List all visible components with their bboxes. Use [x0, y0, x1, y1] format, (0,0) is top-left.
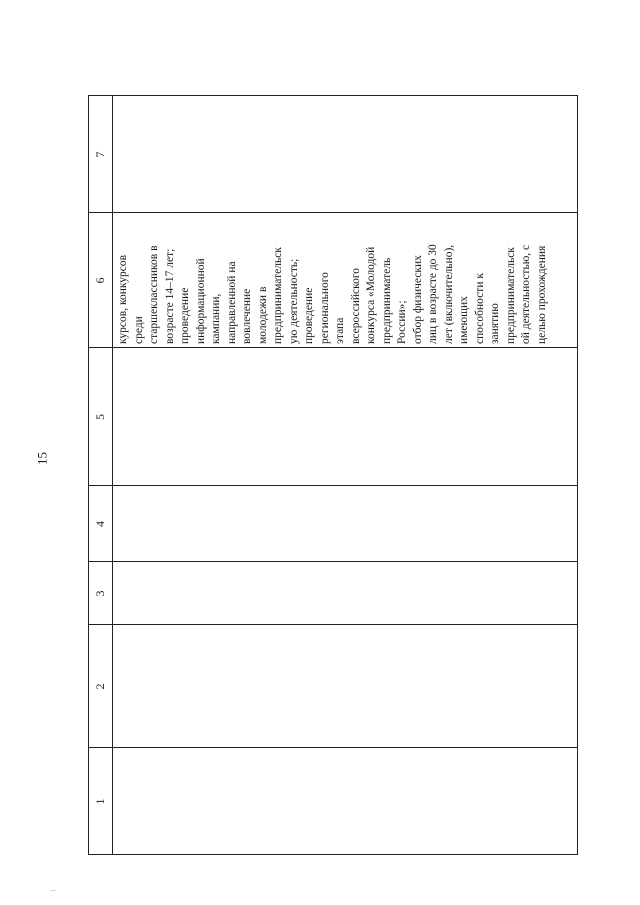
text-line: всероссийского — [349, 267, 362, 344]
column-number-2: 2 — [93, 683, 107, 690]
text-line: целью прохождения — [535, 245, 548, 344]
text-line: возрасте 14–17 лет; — [163, 248, 176, 344]
column-number-1: 1 — [93, 798, 107, 805]
column-border — [88, 561, 578, 562]
text-line: регионального — [318, 272, 331, 344]
column-border — [88, 747, 578, 748]
text-line: предпринимательск — [504, 247, 517, 344]
text-line: информационной — [194, 258, 207, 344]
text-line: ую деятельность; — [287, 258, 300, 344]
text-line: старшеклассников в — [148, 245, 160, 344]
text-line: этапа — [334, 317, 346, 344]
text-line: среди — [132, 316, 145, 344]
header-separator — [112, 95, 113, 855]
text-line: занятию — [489, 303, 501, 344]
text-line: молодежи в — [256, 286, 269, 344]
text-line: лиц в возрасте до 30 — [427, 244, 439, 344]
text-line: отбор физических — [411, 255, 424, 344]
text-line: лет (включительно), — [442, 244, 455, 344]
margin-dots: ... — [50, 884, 56, 893]
column-border — [88, 95, 578, 96]
column-number-3: 3 — [93, 590, 107, 597]
text-line: кампании, — [210, 293, 222, 344]
text-line: проведение — [303, 287, 315, 344]
column-border — [88, 854, 578, 855]
text-line: направленной на — [225, 261, 238, 344]
text-line: проведение — [179, 287, 191, 344]
text-line: конкурса «Молодой — [365, 246, 377, 344]
column-border — [88, 347, 578, 348]
text-line: предприниматель — [380, 257, 393, 344]
table-top-border — [88, 95, 89, 855]
column-number-7: 7 — [93, 151, 107, 158]
table-bottom-border — [577, 95, 578, 855]
text-line: предпринимательск — [272, 247, 284, 344]
text-line: имеющих — [458, 296, 470, 344]
page-number: 15 — [34, 452, 50, 465]
text-line: курсов, конкурсов — [117, 254, 129, 344]
column-number-5: 5 — [93, 414, 107, 420]
column-number-4: 4 — [93, 521, 107, 527]
column-6-text — [116, 101, 572, 344]
rotated-table — [88, 95, 578, 855]
column-border — [88, 624, 578, 625]
text-line: ой деятельностью, с — [520, 244, 532, 344]
column-border — [88, 485, 578, 486]
text-line: способности к — [473, 273, 486, 344]
text-line: вовлечение — [241, 288, 253, 344]
column-number-6: 6 — [93, 277, 107, 284]
text-line: России»; — [396, 300, 408, 344]
